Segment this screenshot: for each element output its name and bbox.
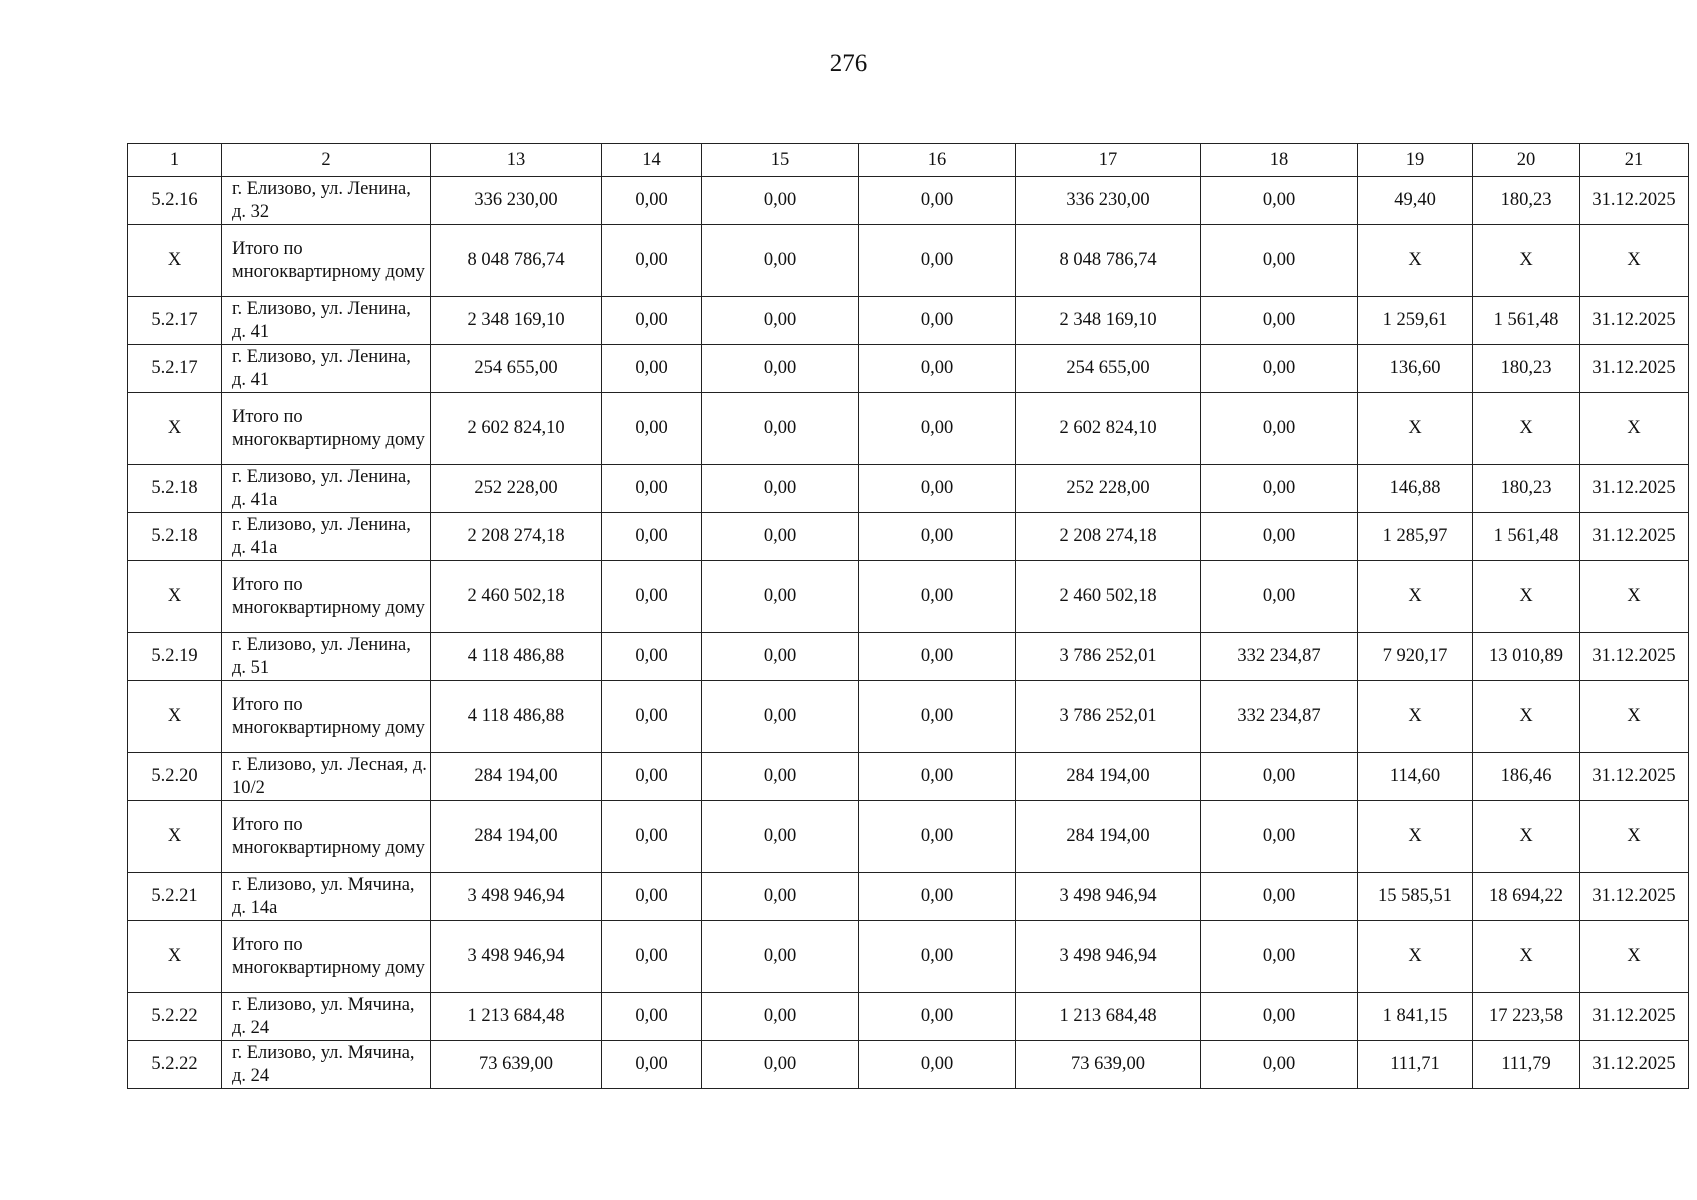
table-cell: 5.2.16 <box>128 177 222 225</box>
table-cell: 31.12.2025 <box>1580 465 1689 513</box>
table-cell: 2 208 274,18 <box>1016 513 1201 561</box>
table-cell: 0,00 <box>1201 993 1358 1041</box>
table-cell: 7 920,17 <box>1358 633 1473 681</box>
address-cell: Итого по многоквартирному дому <box>222 561 431 633</box>
header-row <box>128 144 1689 177</box>
table-cell: 1 259,61 <box>1358 297 1473 345</box>
address-cell: г. Елизово, ул. Ленина, д. 51 <box>222 633 431 681</box>
table-cell: 5.2.17 <box>128 345 222 393</box>
address-cell: г. Елизово, ул. Ленина, д. 41а <box>222 465 431 513</box>
table-cell: X <box>128 681 222 753</box>
table-cell: 2 348 169,10 <box>1016 297 1201 345</box>
table-cell: 5.2.18 <box>128 465 222 513</box>
column-header: 20 <box>1473 144 1580 177</box>
table-cell: 2 602 824,10 <box>431 393 602 465</box>
address-cell: Итого по многоквартирному дому <box>222 681 431 753</box>
table-cell: X <box>1473 681 1580 753</box>
table-cell: 254 655,00 <box>431 345 602 393</box>
table-cell: 31.12.2025 <box>1580 1041 1689 1089</box>
column-header: 14 <box>602 144 702 177</box>
column-header: 16 <box>859 144 1016 177</box>
table-cell: 336 230,00 <box>431 177 602 225</box>
table-cell: X <box>1358 681 1473 753</box>
table-cell: X <box>1358 801 1473 873</box>
table-cell: 3 498 946,94 <box>1016 921 1201 993</box>
table-cell: 31.12.2025 <box>1580 993 1689 1041</box>
table-cell: 0,00 <box>602 801 702 873</box>
address-cell: Итого по многоквартирному дому <box>222 921 431 993</box>
table-cell: 2 348 169,10 <box>431 297 602 345</box>
table-cell: 1 213 684,48 <box>431 993 602 1041</box>
table-cell: 0,00 <box>602 513 702 561</box>
table-cell: 5.2.20 <box>128 753 222 801</box>
table-cell: 0,00 <box>602 753 702 801</box>
table-cell: 0,00 <box>602 225 702 297</box>
table-cell: 0,00 <box>859 801 1016 873</box>
table-cell: 3 498 946,94 <box>431 921 602 993</box>
column-header: 19 <box>1358 144 1473 177</box>
table-cell: 0,00 <box>602 681 702 753</box>
table-cell: X <box>1580 681 1689 753</box>
table-cell: 252 228,00 <box>1016 465 1201 513</box>
table-cell: 0,00 <box>702 465 859 513</box>
table-cell: 0,00 <box>702 633 859 681</box>
table-cell: X <box>128 561 222 633</box>
table-cell: 0,00 <box>859 513 1016 561</box>
table-cell: 0,00 <box>702 873 859 921</box>
table-cell: 0,00 <box>702 297 859 345</box>
table-cell: 5.2.18 <box>128 513 222 561</box>
table-cell: 2 460 502,18 <box>1016 561 1201 633</box>
table-cell: 0,00 <box>702 993 859 1041</box>
table-cell: 0,00 <box>859 921 1016 993</box>
table-cell: 0,00 <box>702 177 859 225</box>
table-cell: 0,00 <box>602 177 702 225</box>
table-cell: 136,60 <box>1358 345 1473 393</box>
subtotal-row <box>128 921 1689 993</box>
table-cell: 0,00 <box>859 753 1016 801</box>
table-cell: 332 234,87 <box>1201 681 1358 753</box>
table-cell: 0,00 <box>602 297 702 345</box>
table-cell: 0,00 <box>702 513 859 561</box>
table-cell: 1 213 684,48 <box>1016 993 1201 1041</box>
table-cell: 0,00 <box>859 225 1016 297</box>
table-cell: 1 561,48 <box>1473 513 1580 561</box>
subtotal-row <box>128 561 1689 633</box>
table-cell: 0,00 <box>602 1041 702 1089</box>
table-cell: 0,00 <box>1201 393 1358 465</box>
table-cell: X <box>128 393 222 465</box>
address-cell: Итого по многоквартирному дому <box>222 225 431 297</box>
column-header: 21 <box>1580 144 1689 177</box>
table-cell: 0,00 <box>702 753 859 801</box>
table-cell: 0,00 <box>702 225 859 297</box>
address-cell: г. Елизово, ул. Мячина, д. 24 <box>222 993 431 1041</box>
column-header: 2 <box>222 144 431 177</box>
table-cell: 0,00 <box>859 177 1016 225</box>
table-cell: 0,00 <box>1201 801 1358 873</box>
table-cell: 3 498 946,94 <box>431 873 602 921</box>
table-cell: 0,00 <box>1201 297 1358 345</box>
table-cell: 111,71 <box>1358 1041 1473 1089</box>
table-cell: X <box>1473 921 1580 993</box>
table-cell: 186,46 <box>1473 753 1580 801</box>
address-cell: г. Елизово, ул. Лесная, д. 10/2 <box>222 753 431 801</box>
table-cell: 17 223,58 <box>1473 993 1580 1041</box>
table-cell: X <box>1580 393 1689 465</box>
table-cell: 0,00 <box>1201 345 1358 393</box>
table-cell: 1 561,48 <box>1473 297 1580 345</box>
table-cell: 3 786 252,01 <box>1016 633 1201 681</box>
table-cell: 180,23 <box>1473 465 1580 513</box>
column-header: 13 <box>431 144 602 177</box>
table-cell: X <box>128 225 222 297</box>
address-cell: г. Елизово, ул. Мячина, д. 24 <box>222 1041 431 1089</box>
table-cell: 114,60 <box>1358 753 1473 801</box>
table-row <box>128 993 1689 1041</box>
table-cell: 3 498 946,94 <box>1016 873 1201 921</box>
address-cell: г. Елизово, ул. Мячина, д. 14а <box>222 873 431 921</box>
address-cell: г. Елизово, ул. Ленина, д. 41 <box>222 297 431 345</box>
table-cell: 5.2.17 <box>128 297 222 345</box>
table-cell: 4 118 486,88 <box>431 633 602 681</box>
address-cell: Итого по многоквартирному дому <box>222 801 431 873</box>
table-cell: 0,00 <box>602 873 702 921</box>
table-cell: 0,00 <box>602 921 702 993</box>
table-cell: X <box>1580 561 1689 633</box>
table-cell: 332 234,87 <box>1201 633 1358 681</box>
table-cell: X <box>1358 225 1473 297</box>
table-cell: 0,00 <box>702 345 859 393</box>
column-header: 1 <box>128 144 222 177</box>
table-row <box>128 177 1689 225</box>
table-cell: 284 194,00 <box>431 753 602 801</box>
table-cell: X <box>1580 801 1689 873</box>
table-row <box>128 633 1689 681</box>
table-cell: 0,00 <box>1201 177 1358 225</box>
table-cell: 0,00 <box>859 393 1016 465</box>
table-cell: 0,00 <box>702 393 859 465</box>
table-cell: X <box>1358 921 1473 993</box>
column-header: 18 <box>1201 144 1358 177</box>
table-cell: 15 585,51 <box>1358 873 1473 921</box>
table-cell: 0,00 <box>702 561 859 633</box>
table-cell: 31.12.2025 <box>1580 177 1689 225</box>
table-cell: 31.12.2025 <box>1580 513 1689 561</box>
table-cell: X <box>1473 393 1580 465</box>
table-cell: 0,00 <box>1201 225 1358 297</box>
data-table <box>127 143 1689 1089</box>
table-row <box>128 465 1689 513</box>
table-row <box>128 753 1689 801</box>
table-cell: 146,88 <box>1358 465 1473 513</box>
column-header: 17 <box>1016 144 1201 177</box>
table-cell: 0,00 <box>602 465 702 513</box>
table-cell: 3 786 252,01 <box>1016 681 1201 753</box>
table-row <box>128 513 1689 561</box>
table-cell: X <box>1580 921 1689 993</box>
table-cell: 0,00 <box>1201 465 1358 513</box>
table-cell: 1 285,97 <box>1358 513 1473 561</box>
table-cell: 0,00 <box>602 993 702 1041</box>
table-cell: 0,00 <box>602 633 702 681</box>
table-cell: 5.2.22 <box>128 993 222 1041</box>
table-cell: 31.12.2025 <box>1580 633 1689 681</box>
table-body <box>128 144 1689 1089</box>
table-cell: 0,00 <box>702 681 859 753</box>
address-cell: Итого по многоквартирному дому <box>222 393 431 465</box>
table-cell: X <box>128 921 222 993</box>
table-cell: 8 048 786,74 <box>1016 225 1201 297</box>
address-cell: г. Елизово, ул. Ленина, д. 41 <box>222 345 431 393</box>
table-cell: X <box>1580 225 1689 297</box>
table-row <box>128 1041 1689 1089</box>
table-cell: 0,00 <box>702 1041 859 1089</box>
table-row <box>128 345 1689 393</box>
table-cell: 284 194,00 <box>1016 801 1201 873</box>
table-cell: 0,00 <box>859 633 1016 681</box>
table-cell: 0,00 <box>859 465 1016 513</box>
table-cell: 0,00 <box>1201 753 1358 801</box>
table-cell: 5.2.21 <box>128 873 222 921</box>
table-cell: X <box>1358 393 1473 465</box>
table-cell: 336 230,00 <box>1016 177 1201 225</box>
table-cell: X <box>1358 561 1473 633</box>
table-cell: 5.2.22 <box>128 1041 222 1089</box>
table-cell: 254 655,00 <box>1016 345 1201 393</box>
table-cell: 2 208 274,18 <box>431 513 602 561</box>
subtotal-row <box>128 801 1689 873</box>
column-header: 15 <box>702 144 859 177</box>
table-cell: 0,00 <box>1201 873 1358 921</box>
address-cell: г. Елизово, ул. Ленина, д. 32 <box>222 177 431 225</box>
table-cell: 284 194,00 <box>1016 753 1201 801</box>
table-cell: 0,00 <box>602 561 702 633</box>
table-cell: 252 228,00 <box>431 465 602 513</box>
table-cell: X <box>1473 801 1580 873</box>
table-cell: 180,23 <box>1473 177 1580 225</box>
table-cell: 2 602 824,10 <box>1016 393 1201 465</box>
subtotal-row <box>128 681 1689 753</box>
table-cell: 31.12.2025 <box>1580 753 1689 801</box>
table-row <box>128 297 1689 345</box>
table-cell: 4 118 486,88 <box>431 681 602 753</box>
table-cell: 18 694,22 <box>1473 873 1580 921</box>
table-cell: 0,00 <box>1201 921 1358 993</box>
table-cell: 49,40 <box>1358 177 1473 225</box>
table-cell: X <box>1473 561 1580 633</box>
table-cell: 0,00 <box>859 1041 1016 1089</box>
table-cell: X <box>128 801 222 873</box>
table-cell: X <box>1473 225 1580 297</box>
table-cell: 284 194,00 <box>431 801 602 873</box>
table-cell: 0,00 <box>859 345 1016 393</box>
table-cell: 73 639,00 <box>431 1041 602 1089</box>
table-cell: 31.12.2025 <box>1580 873 1689 921</box>
table-cell: 2 460 502,18 <box>431 561 602 633</box>
table-cell: 0,00 <box>1201 513 1358 561</box>
table-cell: 0,00 <box>1201 1041 1358 1089</box>
table-row <box>128 873 1689 921</box>
table-cell: 0,00 <box>859 681 1016 753</box>
table-cell: 180,23 <box>1473 345 1580 393</box>
table-cell: 73 639,00 <box>1016 1041 1201 1089</box>
table-cell: 13 010,89 <box>1473 633 1580 681</box>
table-cell: 0,00 <box>859 873 1016 921</box>
subtotal-row <box>128 393 1689 465</box>
table-cell: 0,00 <box>602 345 702 393</box>
address-cell: г. Елизово, ул. Ленина, д. 41а <box>222 513 431 561</box>
table-cell: 1 841,15 <box>1358 993 1473 1041</box>
table-cell: 0,00 <box>1201 561 1358 633</box>
table-cell: 8 048 786,74 <box>431 225 602 297</box>
table-cell: 111,79 <box>1473 1041 1580 1089</box>
table-cell: 31.12.2025 <box>1580 297 1689 345</box>
table-cell: 0,00 <box>859 561 1016 633</box>
page-number: 276 <box>829 50 868 77</box>
table-cell: 0,00 <box>859 297 1016 345</box>
table-cell: 0,00 <box>702 921 859 993</box>
table-cell: 0,00 <box>602 393 702 465</box>
subtotal-row <box>128 225 1689 297</box>
table-cell: 5.2.19 <box>128 633 222 681</box>
table-cell: 0,00 <box>702 801 859 873</box>
table-cell: 31.12.2025 <box>1580 345 1689 393</box>
table-cell: 0,00 <box>859 993 1016 1041</box>
